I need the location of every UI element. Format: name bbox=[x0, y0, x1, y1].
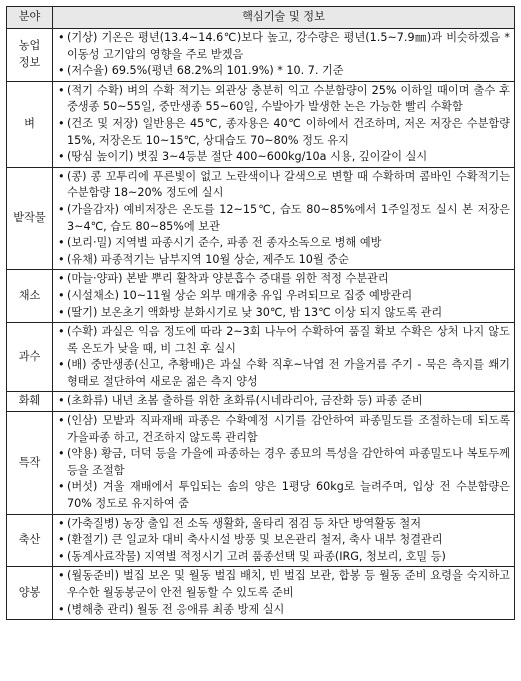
list-item: • (기상) 기온은 평년(13.4~14.6℃)보다 높고, 강수량은 평년(1.5~7.9㎜)과 비슷하겠음 * 이동성 고기압의 영향을 주로 받겠음 bbox=[58, 31, 510, 61]
list-item: • (건조 및 저장) 일반용은 45℃, 종자용은 40℃ 이하에서 건조하며, 저온 저장은 수분함량 15%, 저장온도 10~15℃, 상대습도 70~80% 정도 유지 bbox=[58, 116, 510, 147]
bullet-icon: • bbox=[58, 31, 65, 44]
content-cell bbox=[53, 29, 515, 82]
bullet-icon: • bbox=[58, 358, 65, 372]
category-label: 화훼 bbox=[18, 394, 41, 408]
bullet-icon: • bbox=[58, 394, 65, 408]
category-cell bbox=[7, 412, 53, 515]
list-item: • (버섯) 겨울 재배에서 투입되는 솜의 양은 1평당 60kg로 늘려주며, 입상 전 수분함량은 70% 정도로 유지하여 줌 bbox=[58, 480, 510, 511]
category-label: 양봉 bbox=[18, 586, 41, 599]
bullet-icon: • bbox=[58, 169, 65, 183]
list-item: • (유채) 파종적기는 남부지역 10월 상순, 제주도 10월 중순 bbox=[58, 252, 510, 269]
list-item: • (약용) 황금, 더덕 등을 가을에 파종하는 경우 종묘의 특성을 감안하여 파종밀도나 복토두께 등을 조절함 bbox=[58, 447, 510, 477]
list-item: • (저수율) 69.5%(평년 68.2%의 101.9%) * 10. 7. 기준 bbox=[58, 63, 510, 80]
category-cell bbox=[7, 392, 53, 412]
list-item: • (인삼) 모밭과 직파재배 파종은 수확예정 시기를 감안하여 파종밀도를 조절하는데 되도록 가을파종 하고, 건조하지 않도록 관리함 bbox=[58, 414, 510, 444]
row-flowers bbox=[7, 392, 515, 412]
row-rice bbox=[7, 81, 515, 167]
category-label: 채소 bbox=[18, 288, 41, 302]
category-cell bbox=[7, 567, 53, 620]
content-cell bbox=[53, 567, 515, 620]
category-label: 벼 bbox=[24, 116, 35, 130]
category-cell bbox=[7, 323, 53, 392]
content-cell bbox=[53, 81, 515, 167]
tech-info-table bbox=[6, 6, 515, 620]
category-cell bbox=[7, 81, 53, 167]
category-label: 특작 bbox=[18, 455, 41, 469]
category-cell bbox=[7, 29, 53, 82]
list-item: • (마늘·양파) 본밭 뿌리 활착과 양분흡수 증대를 위한 적정 수분관리 bbox=[58, 271, 510, 288]
bullet-icon: • bbox=[58, 288, 65, 302]
bullet-icon: • bbox=[58, 64, 65, 78]
category-label: 과수 bbox=[18, 349, 41, 363]
header-category: 분야 bbox=[7, 7, 53, 29]
bullet-icon: • bbox=[58, 116, 65, 130]
list-item: • (초화류) 내년 초봄 출하를 위한 초화류(시네라리아, 금잔화 등) 파종 준비 bbox=[58, 393, 510, 410]
content-cell bbox=[53, 412, 515, 515]
category-label: 축산 bbox=[18, 533, 41, 547]
category-cell bbox=[7, 167, 53, 270]
list-item: • (시설채소) 10~11월 상순 외부 매개충 유입 우려되므로 집중 예방관리 bbox=[58, 288, 510, 305]
bullet-icon: • bbox=[58, 549, 65, 563]
category-label: 밭작물 bbox=[13, 211, 46, 225]
row-vegetables bbox=[7, 270, 515, 323]
bullet-icon: • bbox=[58, 305, 65, 319]
row-field-crops bbox=[7, 167, 515, 270]
bullet-icon: • bbox=[58, 414, 65, 428]
content-cell bbox=[53, 514, 515, 567]
category-cell bbox=[7, 270, 53, 323]
category-label: 농업정보 bbox=[18, 39, 41, 69]
row-fruit-trees bbox=[7, 323, 515, 392]
list-item: • (환절기) 큰 일교차 대비 축사시설 방풍 및 보온관리 철저, 축사 내부 청결관리 bbox=[58, 532, 510, 549]
list-item: • (가을감자) 예비저장은 온도를 12~15℃, 습도 80~85%에서 1주일정도 실시 본 저장은 3~4℃, 습도 80~85%에 보관 bbox=[58, 202, 510, 233]
list-item: • (땅심 높이기) 볏짚 3~4등분 절단 400~600kg/10a 시용, 깊이갈이 실시 bbox=[58, 149, 510, 166]
row-livestock bbox=[7, 514, 515, 567]
list-item: • (수확) 과실은 익음 정도에 따라 2~3회 나누어 수확하여 품질 확보 수확은 상처 나지 않도록 온도가 낮을 때, 비 그친 후 실시 bbox=[58, 325, 510, 355]
bullet-icon: • bbox=[58, 569, 65, 583]
header-content: 핵심기술 및 정보 bbox=[53, 7, 515, 29]
bullet-icon: • bbox=[58, 272, 65, 286]
list-item: • (보리·밀) 지역별 파종시기 준수, 파종 전 종자소독으로 병해 예방 bbox=[58, 235, 510, 252]
list-item: • (병해충 관리) 월동 전 응애류 최종 방제 실시 bbox=[58, 602, 510, 619]
bullet-icon: • bbox=[58, 480, 65, 494]
content-cell bbox=[53, 270, 515, 323]
bullet-icon: • bbox=[58, 533, 65, 547]
bullet-icon: • bbox=[58, 516, 65, 530]
bullet-icon: • bbox=[58, 202, 65, 216]
list-item: • (월동준비) 벌집 보온 및 월동 벌집 배치, 빈 벌집 보관, 합봉 등 월동 준비 요령을 숙지하고 우수한 월동봉군이 안전 월동할 수 있도록 준비 bbox=[58, 569, 510, 599]
content-cell bbox=[53, 392, 515, 412]
bullet-icon: • bbox=[58, 150, 65, 164]
bullet-icon: • bbox=[58, 325, 65, 339]
bullet-icon: • bbox=[58, 83, 65, 97]
list-item: • (딸기) 보온초기 액화방 분화시기로 낮 30℃, 밤 13℃ 이상 되지 않도록 관리 bbox=[58, 305, 510, 322]
list-item: • (가축질병) 농장 출입 전 소독 생활화, 울타리 점검 등 차단 방역활동 철저 bbox=[58, 516, 510, 533]
list-item: • (배) 중만생종(신고, 추황배)은 과실 수확 직후~낙엽 전 가을거름 주기 - 묵은 측지를 쐐기형태로 절단하여 새로운 젊은 측지 양성 bbox=[58, 358, 510, 388]
table-header-row bbox=[7, 7, 515, 29]
content-cell bbox=[53, 167, 515, 270]
bullet-icon: • bbox=[58, 447, 65, 461]
list-item: • (동계사료작물) 지역별 적정시기 고려 품종선택 및 파종(IRG, 청보리, 호밀 등) bbox=[58, 549, 510, 566]
content-cell bbox=[53, 323, 515, 392]
bullet-icon: • bbox=[58, 252, 65, 266]
row-agri-info bbox=[7, 29, 515, 82]
bullet-icon: • bbox=[58, 602, 65, 616]
bullet-icon: • bbox=[58, 236, 65, 250]
row-special-crops bbox=[7, 412, 515, 515]
row-beekeeping bbox=[7, 567, 515, 620]
list-item: • (콩) 콩 꼬투리에 푸른빛이 없고 노란색이나 갈색으로 변할 때 수확하며 콤바인 수확적기는 수분함량 18~20% 정도에 실시 bbox=[58, 169, 510, 200]
category-cell bbox=[7, 514, 53, 567]
list-item: • (적기 수확) 벼의 수확 적기는 외관상 충분히 익고 수분함량이 25% 이하일 때이며 출수 후 중생종 50~55일, 중만생종 55~60일, 수발아가 발생한 논은 가능한 빨리 수확함 bbox=[58, 83, 510, 114]
